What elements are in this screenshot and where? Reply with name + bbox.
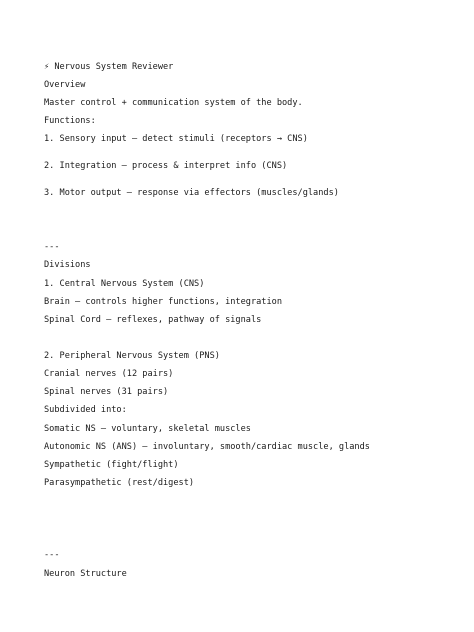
section-divider: --- bbox=[44, 550, 60, 560]
cns-heading: 1. Central Nervous System (CNS) bbox=[44, 279, 205, 289]
function-item-motor: 3. Motor output – response via effectors (muscles/glands) bbox=[44, 188, 339, 198]
pns-item-parasympathetic: Parasympathetic (rest/digest) bbox=[44, 478, 195, 488]
pns-item-autonomic: Autonomic NS (ANS) – involuntary, smooth/cardiac muscle, glands bbox=[44, 442, 370, 452]
pns-subdivided: Subdivided into: bbox=[44, 405, 127, 415]
cns-item-brain: Brain – controls higher functions, integration bbox=[44, 297, 282, 307]
section-divider: --- bbox=[44, 242, 60, 252]
function-item-integration: 2. Integration – process & interpret info (CNS) bbox=[44, 161, 288, 171]
divisions-heading: Divisions bbox=[44, 260, 91, 270]
function-item-sensory: 1. Sensory input – detect stimuli (receptors → CNS) bbox=[44, 134, 308, 144]
pns-heading: 2. Peripheral Nervous System (PNS) bbox=[44, 351, 220, 361]
pns-item-cranial: Cranial nerves (12 pairs) bbox=[44, 369, 174, 379]
document-title: ⚡ Nervous System Reviewer bbox=[44, 62, 174, 72]
pns-item-spinal: Spinal nerves (31 pairs) bbox=[44, 387, 169, 397]
neuron-heading: Neuron Structure bbox=[44, 569, 127, 579]
functions-heading: Functions: bbox=[44, 116, 96, 126]
pns-item-sympathetic: Sympathetic (fight/flight) bbox=[44, 460, 179, 470]
cns-item-spinal-cord: Spinal Cord – reflexes, pathway of signals bbox=[44, 315, 262, 325]
overview-heading: Overview bbox=[44, 80, 86, 90]
pns-item-somatic: Somatic NS – voluntary, skeletal muscles bbox=[44, 424, 251, 434]
overview-text: Master control + communication system of the body. bbox=[44, 98, 303, 108]
